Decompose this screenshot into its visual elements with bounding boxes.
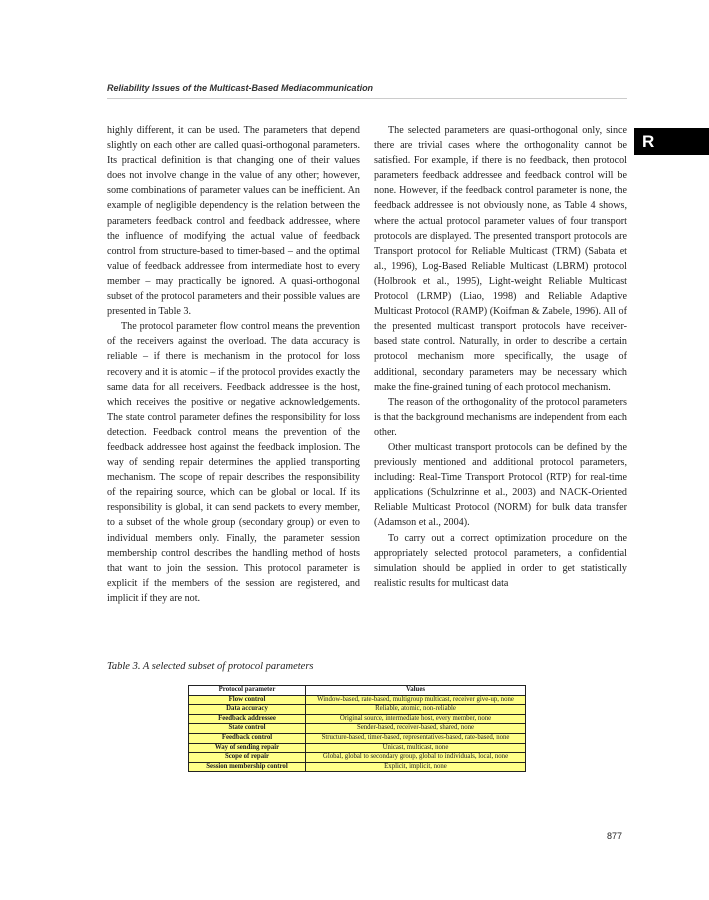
right-column bbox=[374, 123, 627, 591]
parameter-cell: Way of sending repair bbox=[189, 743, 306, 753]
left-paragraph-1: highly different, it can be used. The parameters that depend slightly on each other are called quasi-orthogonal parameters. Its practical definition is that changing one of their values does not involve change in the value of any other; however, some combinations of parameter values can be inefficient. An example of negligible dependency is the relation between the parameters feedback control and feedback addressee, where the influence of modifying the actual value of feedback control from structure-based to timer-based – and the optimal value of feedback addressee from intermediate host to every member – may practically be ignored. A quasi-orthogonal subset of the protocol parameters and their possible values are presented in Table 3. bbox=[107, 125, 360, 318]
left-column bbox=[107, 123, 360, 606]
table-row bbox=[189, 724, 526, 734]
values-cell: Explicit, implicit, none bbox=[306, 762, 526, 772]
parameter-cell: Flow control bbox=[189, 695, 306, 705]
protocol-parameters-table bbox=[188, 685, 526, 772]
column-header-values: Values bbox=[306, 686, 526, 696]
table-row bbox=[189, 743, 526, 753]
header-rule bbox=[107, 98, 627, 99]
parameter-cell: Feedback addressee bbox=[189, 714, 306, 724]
table-row bbox=[189, 733, 526, 743]
table-header-row bbox=[189, 686, 526, 696]
parameter-cell: Data accuracy bbox=[189, 705, 306, 715]
right-paragraph-2: The reason of the orthogonality of the protocol parameters is that the background mechanisms are independent from each other. bbox=[374, 396, 627, 438]
left-paragraph-2: The protocol parameter flow control means the prevention of the receivers against the overload. The data accuracy is reliable – if there is mechanism in the protocol for loss recovery and it is atomic – if the protocol provides exactly the same data for all receivers. Feedback addressee is the host, which receives the positive or negative acknowledgements. The state control parameter defines the responsibility for loss detection. Feedback control means the prevention of the feedback addressee host against the feedback implosion. The way of sending repair determines the applied transporting mechanism. The scope of repair describes the responsibility of the repairing source, which can be global or local. If its responsibility is global, it can send packets to every member, to a subset of the whole group (secondary group) or even to individual members only. Finally, the parameter session membership control describes the handling method of hosts that want to join the session. This protocol parameter is explicit if the members of the session are registered, and implicit if they are not. bbox=[107, 321, 360, 604]
table-caption: Table 3. A selected subset of protocol parameters bbox=[107, 661, 314, 672]
right-paragraph-1: The selected parameters are quasi-orthogonal only, since there are trivial cases where the orthogonality cannot be satisfied. For example, if there is no feedback, then protocol parameters feedback addressee and feedback control will be none. However, if the feedback control parameter is none, the feedback addressee is not obviously none, as Table 4 shows, where the actual protocol parameter values of four transport protocols are displayed. The presented transport protocols are Transport protocol for Reliable Multicast (TRM) (Sabata et al., 1996), Log-Based Reliable Multicast (LBRM) protocol (Holbrook et al., 1995), Light-weight Reliable Multicast Protocol (LRMP) (Liao, 1998) and Reliable Adaptive Multicast Protocol (RAMP) (Koifman & Zabele, 1996). All of the presented multicast transport protocols have receiver-based state control. Naturally, in order to describe a certain protocol mechanism more specifically, the usage of additional, secondary parameters may be necessary which make the fine-grained tuning of each protocol mechanism. bbox=[374, 125, 627, 393]
table-row bbox=[189, 762, 526, 772]
values-cell: Global, global to secondary group, global to individuals, local, none bbox=[306, 753, 526, 763]
values-cell: Original source, intermediate host, every member, none bbox=[306, 714, 526, 724]
section-tab: R bbox=[634, 128, 709, 155]
page-number: 877 bbox=[607, 831, 623, 841]
values-cell: Structure-based, timer-based, representatives-based, rate-based, none bbox=[306, 733, 526, 743]
values-cell: Window-based, rate-based, multigroup multicast, receiver give-up, none bbox=[306, 695, 526, 705]
table-row bbox=[189, 753, 526, 763]
values-cell: Sender-based, receiver-based, shared, none bbox=[306, 724, 526, 734]
table-row bbox=[189, 705, 526, 715]
parameter-cell: Session membership control bbox=[189, 762, 306, 772]
running-title: Reliability Issues of the Multicast-Based Mediacommunication bbox=[107, 83, 374, 93]
column-header-parameter: Protocol parameter bbox=[189, 686, 306, 696]
right-paragraph-3: Other multicast transport protocols can be defined by the previously mentioned and additional protocol parameters, including: Real-Time Transport Protocol (RTP) for real-time applications (Schulzrinne et al., 2003) and NACK-Oriented Reliable Multicast Protocol (NORM) for bulk data transfer (Adamson et al., 2004). bbox=[374, 441, 627, 529]
parameter-cell: Feedback control bbox=[189, 733, 306, 743]
table-row bbox=[189, 695, 526, 705]
parameter-cell: State control bbox=[189, 724, 306, 734]
parameter-cell: Scope of repair bbox=[189, 753, 306, 763]
values-cell: Unicast, multicast, none bbox=[306, 743, 526, 753]
table-row bbox=[189, 714, 526, 724]
right-paragraph-4: To carry out a correct optimization procedure on the appropriately selected protocol parameters, a confidential simulation should be applied in order to get statistically realistic results for multicast data bbox=[374, 532, 627, 589]
values-cell: Reliable, atomic, non-reliable bbox=[306, 705, 526, 715]
